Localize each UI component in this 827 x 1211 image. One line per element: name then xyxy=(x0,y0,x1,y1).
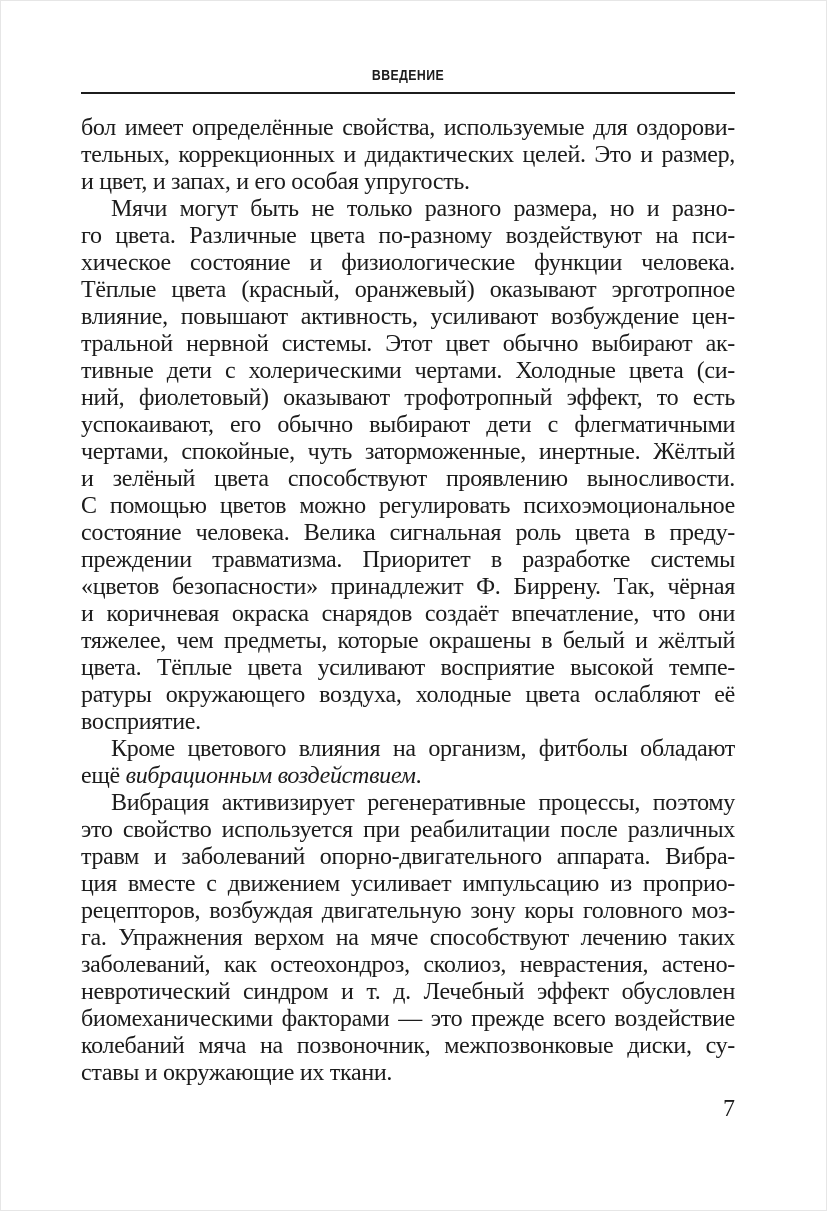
text-line xyxy=(81,898,735,925)
text-segment: ратуры окружающего воздуха, холодные цвета ослабляют её xyxy=(81,682,735,708)
text-line xyxy=(81,1006,735,1033)
text-segment: ний, фиолетовый) оказывают трофотропный эффект, то есть xyxy=(81,385,735,411)
text-line xyxy=(81,979,735,1006)
text-segment: успокаивают, его обычно выбирают дети с флегматичными xyxy=(81,412,735,438)
text-line xyxy=(81,655,735,682)
text-line xyxy=(81,952,735,979)
paragraph xyxy=(81,790,735,1087)
text-line xyxy=(81,466,735,493)
header-rule xyxy=(81,92,735,94)
page-number: 7 xyxy=(723,1096,735,1122)
text-segment: преждении травматизма. Приоритет в разработке системы xyxy=(81,547,735,573)
body-text xyxy=(81,115,735,1087)
text-segment: ставы и окружающие их ткани. xyxy=(81,1060,393,1086)
text-line xyxy=(81,763,735,790)
text-line xyxy=(81,493,735,520)
text-line xyxy=(81,601,735,628)
text-line xyxy=(81,196,735,223)
text-line xyxy=(81,790,735,817)
text-line xyxy=(81,574,735,601)
text-line xyxy=(81,1060,735,1087)
text-segment: С помощью цветов можно регулировать психоэмоциональное xyxy=(81,493,735,519)
text-segment: тральной нервной системы. Этот цвет обычно выбирают ак- xyxy=(81,331,735,357)
text-line xyxy=(81,520,735,547)
text-line xyxy=(81,223,735,250)
text-line xyxy=(81,115,735,142)
text-segment: чертами, спокойные, чуть заторможенные, инертные. Жёлтый xyxy=(81,439,735,465)
text-line xyxy=(81,817,735,844)
text-segment: и зелёный цвета способствуют проявлению выносливости. xyxy=(81,466,735,492)
text-line xyxy=(81,250,735,277)
text-line xyxy=(81,304,735,331)
text-segment: «цветов безопасности» принадлежит Ф. Биррену. Так, чёрная xyxy=(81,574,735,600)
text-line xyxy=(81,1033,735,1060)
text-segment: тивные дети с холерическими чертами. Холодные цвета (си- xyxy=(81,358,735,384)
text-line xyxy=(81,547,735,574)
text-line xyxy=(81,412,735,439)
text-line xyxy=(81,277,735,304)
text-segment: невротический синдром и т. д. Лечебный эффект обусловлен xyxy=(81,979,735,1005)
paragraph xyxy=(81,115,735,196)
text-segment: и коричневая окраска снарядов создаёт впечатление, что они xyxy=(81,601,735,627)
text-segment: колебаний мяча на позвоночник, межпозвонковые диски, су- xyxy=(81,1033,735,1059)
text-segment: бол имеет определённые свойства, используемые для оздорови- xyxy=(81,115,735,141)
text-segment: это свойство используется при реабилитации после различных xyxy=(81,817,735,843)
text-segment: ция вместе с движением усиливает импульсацию из проприо- xyxy=(81,871,735,897)
text-segment: и цвет, и запах, и его особая упругость. xyxy=(81,169,470,195)
text-line xyxy=(81,169,735,196)
text-segment: рецепторов, возбуждая двигательную зону коры головного моз- xyxy=(81,898,735,924)
text-segment: влияние, повышают активность, усиливают возбуждение цен- xyxy=(81,304,735,330)
text-segment: цвета. Тёплые цвета усиливают восприятие высокой темпе- xyxy=(81,655,735,681)
text-line xyxy=(81,682,735,709)
text-segment: го цвета. Различные цвета по-разному воздействуют на пси- xyxy=(81,223,735,249)
text-segment: . xyxy=(415,763,422,789)
text-segment: Тёплые цвета (красный, оранжевый) оказывают эрготропное xyxy=(81,277,735,303)
running-header: ВВЕДЕНИЕ xyxy=(371,67,445,84)
text-segment: заболеваний, как остеохондроз, сколиоз, неврастения, астено- xyxy=(81,952,735,978)
text-line xyxy=(81,142,735,169)
text-line xyxy=(81,358,735,385)
text-segment: биомеханическими факторами — это прежде всего воздействие xyxy=(81,1006,735,1032)
text-line xyxy=(81,871,735,898)
text-segment: тельных, коррекционных и дидактических целей. Это и размер, xyxy=(81,142,735,168)
text-segment: Кроме цветового влияния на организм, фитболы обладают xyxy=(111,736,735,762)
text-segment: ещё xyxy=(81,763,126,789)
italic-text: вибрационным воздействием xyxy=(125,763,416,789)
paragraph xyxy=(81,736,735,790)
paragraph xyxy=(81,196,735,736)
text-line xyxy=(81,385,735,412)
text-segment: га. Упражнения верхом на мяче способствуют лечению таких xyxy=(81,925,735,951)
text-line xyxy=(81,331,735,358)
text-segment: хическое состояние и физиологические функции человека. xyxy=(81,250,735,276)
text-line xyxy=(81,709,735,736)
text-line xyxy=(81,844,735,871)
text-line xyxy=(81,439,735,466)
text-segment: травм и заболеваний опорно-двигательного аппарата. Вибра- xyxy=(81,844,735,870)
text-line xyxy=(81,925,735,952)
text-segment: восприятие. xyxy=(81,709,201,735)
text-segment: Вибрация активизирует регенеративные процессы, поэтому xyxy=(111,790,735,816)
text-segment: тяжелее, чем предметы, которые окрашены в белый и жёлтый xyxy=(81,628,735,654)
text-line xyxy=(81,736,735,763)
text-segment: состояние человека. Велика сигнальная роль цвета в преду- xyxy=(81,520,735,546)
text-segment: Мячи могут быть не только разного размера, но и разно- xyxy=(111,196,735,222)
text-line xyxy=(81,628,735,655)
